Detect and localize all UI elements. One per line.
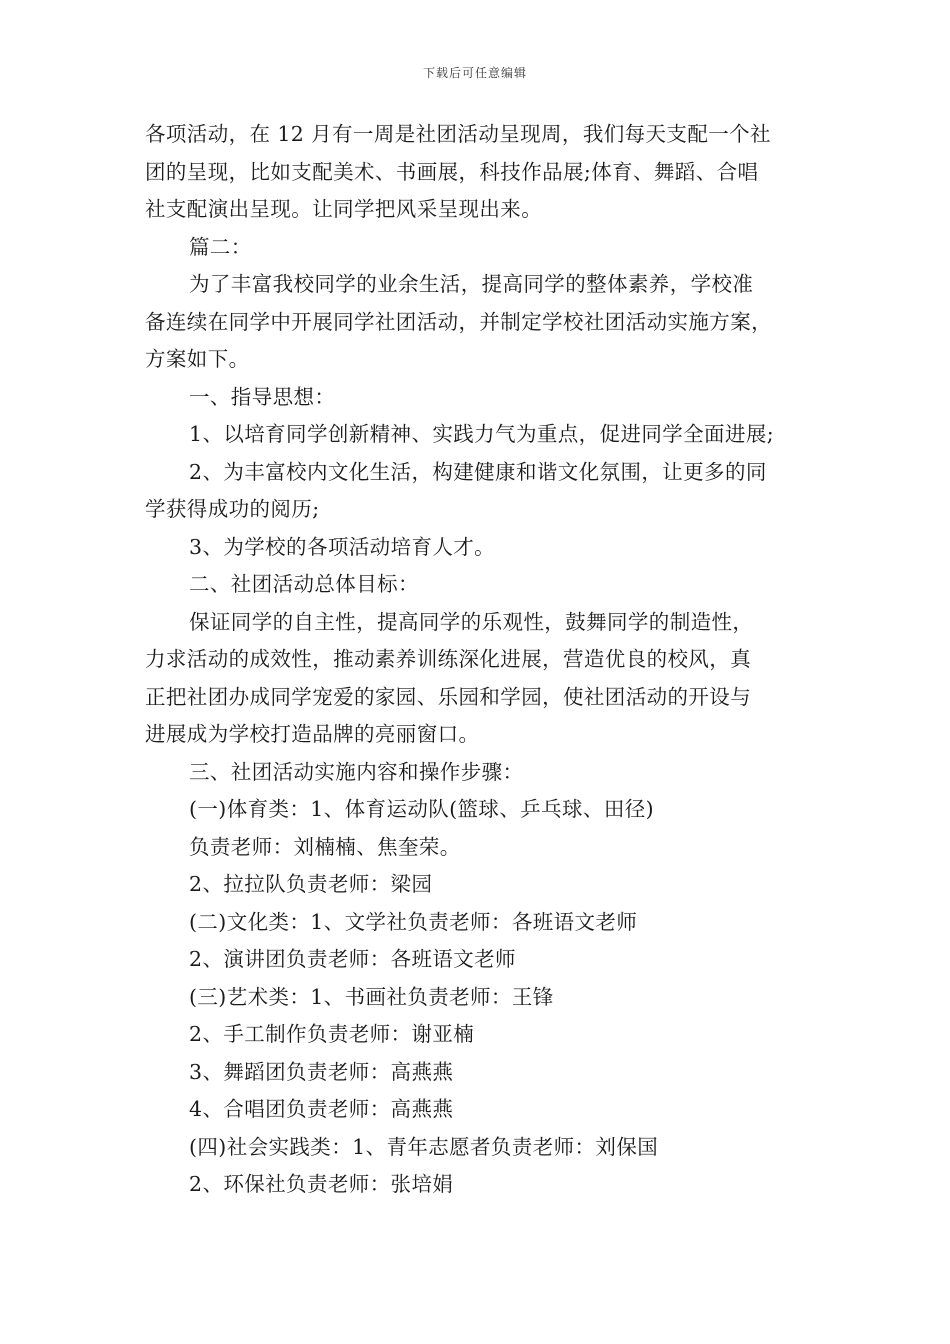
- paragraph-line: 各项活动，在 12 月有一周是社团活动呈现周，我们每天支配一个社: [145, 122, 771, 146]
- section-heading: 篇二：: [189, 234, 252, 259]
- paragraph-line: 正把社团办成同学宠爱的家园、乐园和学园，使社团活动的开设与: [145, 684, 752, 709]
- paragraph-line: 备连续在同学中开展同学社团活动，并制定学校社团活动实施方案，: [145, 309, 772, 334]
- page-header: 下载后可任意编辑: [422, 66, 527, 80]
- list-item: 2、手工制作负责老师：谢亚楠: [189, 1022, 475, 1046]
- list-item: (四)社会实践类：1、青年志愿者负责老师：刘保国: [189, 1134, 659, 1159]
- list-item: (二)文化类：1、文学社负责老师：各班语文老师: [189, 909, 638, 934]
- list-item-continuation: 学获得成功的阅历;: [145, 497, 320, 521]
- paragraph-line: 团的呈现，比如支配美术、书画展，科技作品展;体育、舞蹈、合唱: [145, 159, 759, 184]
- paragraph-line: 进展成为学校打造品牌的亮丽窗口。: [145, 722, 480, 746]
- list-item: 2、演讲团负责老师：各班语文老师: [189, 947, 516, 971]
- paragraph-line: 力求活动的成效性，推动素养训练深化进展，营造优良的校风，真: [145, 647, 752, 671]
- document-body: [145, 116, 810, 1204]
- section-heading: 一、指导思想：: [189, 384, 336, 409]
- list-item: 3、舞蹈团负责老师：高燕燕: [189, 1059, 454, 1084]
- list-item: (三)艺术类：1、书画社负责老师：王锋: [189, 984, 554, 1009]
- section-heading: 三、社团活动实施内容和操作步骤：: [189, 759, 524, 784]
- list-item: 负责老师：刘楠楠、焦奎荣。: [189, 834, 461, 859]
- list-item: 1、以培育同学创新精神、实践力气为重点，促进同学全面进展;: [189, 422, 775, 446]
- section-heading: 二、社团活动总体目标：: [189, 572, 419, 596]
- list-item: 2、拉拉队负责老师：梁园: [189, 872, 433, 896]
- list-item: 4、合唱团负责老师：高燕燕: [189, 1097, 454, 1121]
- list-item: 3、为学校的各项活动培育人才。: [189, 534, 496, 559]
- paragraph-line: 社支配演出呈现。让同学把风采呈现出来。: [145, 197, 543, 221]
- paragraph-line: 为了丰富我校同学的业余生活，提高同学的整体素养，学校准: [189, 272, 754, 296]
- list-item: 2、为丰富校内文化生活，构建健康和谐文化氛围，让更多的同: [189, 459, 767, 484]
- paragraph-line: 保证同学的自主性，提高同学的乐观性，鼓舞同学的制造性，: [189, 609, 754, 634]
- paragraph-line: 方案如下。: [145, 347, 250, 371]
- list-item: (一)体育类：1、体育运动队(篮球、乒乓球、田径): [189, 797, 655, 821]
- list-item: 2、环保社负责老师：张培娟: [189, 1172, 454, 1196]
